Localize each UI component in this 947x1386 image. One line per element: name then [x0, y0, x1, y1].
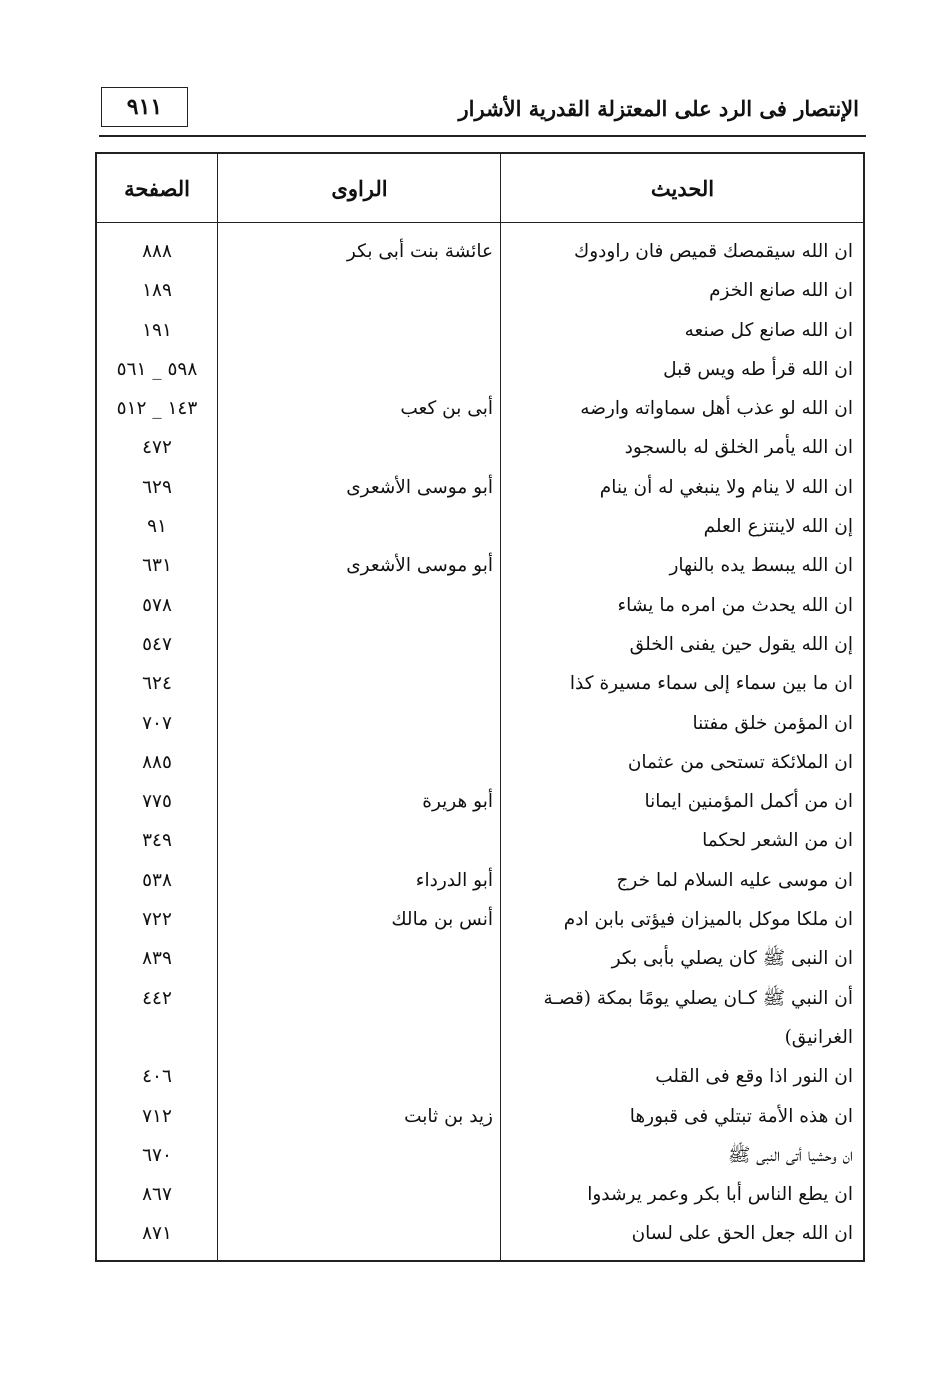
table-row	[97, 1136, 863, 1175]
page-reference: ٦٢٩	[142, 476, 172, 498]
hadith-text: ان الله يحدث من امره ما يشاء	[617, 594, 853, 616]
table-row	[97, 1057, 863, 1096]
hadith-text: ان الله سيقمصك قميص فان راودوك	[574, 241, 853, 262]
table-row	[97, 586, 863, 625]
table-row	[97, 900, 863, 939]
hadith-text: ان الله يبسط يده بالنهار	[669, 555, 853, 577]
header-divider	[97, 222, 863, 223]
hadith-text: ان من الشعر لحكما	[702, 830, 853, 852]
page-reference: ٦٢٤	[142, 673, 172, 695]
hadith-text: ان هذه الأمة تبتلي فى قبورها	[629, 1105, 853, 1127]
page-reference: ٦٣١	[142, 555, 172, 577]
hadith-index-table	[95, 152, 865, 1262]
hadith-text: إن الله يقول حين يفنى الخلق	[629, 633, 853, 655]
page-reference: ٣٤٩	[142, 830, 172, 852]
table-row	[97, 821, 863, 860]
hadith-text: ان يطع الناس أبا بكر وعمر يرشدوا	[587, 1184, 853, 1206]
hadith-text: ان الملائكة تستحى من عثمان	[627, 751, 853, 773]
page-reference: ٨٦٧	[142, 1184, 172, 1206]
narrator-name: أبى بن كعب	[400, 398, 493, 420]
hadith-text: أن النبي ﷺ كـان يصلي يومًا بمكة (قصـة الغرانيق)	[543, 987, 853, 1048]
page-number: ٩١١	[101, 87, 188, 127]
page-reference: ٥٩٨ _ ٥٦١	[116, 358, 198, 380]
hadith-text: ان الله صانع الخزم	[709, 280, 853, 302]
table-row	[97, 271, 863, 310]
page-reference: ٥٧٨	[142, 594, 172, 616]
hadith-text: ان ملكا موكل بالميزان فيؤتى بابن ادم	[563, 909, 853, 931]
table-row	[97, 704, 863, 743]
table-row	[97, 1175, 863, 1214]
table-row	[97, 664, 863, 703]
narrator-name: زيد بن ثابت	[404, 1105, 493, 1127]
table-row	[97, 428, 863, 467]
hadith-text: إن الله لاينتزع العلم	[703, 516, 853, 538]
narrator-name: أبو هريرة	[422, 791, 493, 813]
table-row	[97, 939, 863, 978]
table-body	[97, 232, 863, 1254]
table-row	[97, 232, 863, 271]
table-row	[97, 507, 863, 546]
hadith-text: ان النور اذا وقع فى القلب	[655, 1066, 853, 1088]
narrator-name: عائشة بنت أبى بكر	[346, 241, 493, 262]
table-row	[97, 861, 863, 900]
page-reference: ١٨٩	[142, 280, 172, 302]
page-reference: ٥٤٧	[142, 633, 172, 655]
narrator-name: أنس بن مالك	[391, 909, 493, 931]
table-row	[97, 782, 863, 821]
hadith-text: ان الله لو عذب أهل سماواته وارضه	[580, 398, 853, 420]
hadith-text: ان المؤمن خلق مفتنا	[692, 712, 853, 734]
page-reference: ٧٢٢	[142, 909, 172, 931]
table-row	[97, 625, 863, 664]
hadith-text: ان موسى عليه السلام لما خرج	[616, 869, 853, 891]
hadith-text: ان الله جعل الحق على لسان	[631, 1223, 853, 1245]
page-reference: ٨٨٨	[142, 241, 172, 262]
page-reference: ٤٠٦	[142, 1066, 172, 1088]
table-row	[97, 468, 863, 507]
table-row	[97, 350, 863, 389]
running-title: الإنتصار فى الرد على المعتزلة القدرية الأشرار	[458, 96, 859, 121]
hadith-text: ان من أكمل المؤمنين ايمانا	[644, 791, 853, 813]
hadith-text: ان الله يأمر الخلق له بالسجود	[624, 437, 853, 459]
page-reference: ٨٨٥	[142, 751, 172, 773]
column-header-page: الصفحة	[124, 175, 190, 201]
table-row	[97, 979, 863, 1058]
page-reference: ٨٣٩	[142, 948, 172, 970]
page-reference: ٦٧٠	[142, 1144, 172, 1166]
page-reference: ٧٠٧	[142, 712, 172, 734]
hadith-text: ان الله صانع كل صنعه	[684, 319, 853, 341]
hadith-text: ان النبى ﷺ كان يصلي بأبى بكر	[611, 948, 853, 970]
column-header-hadith: الحديث	[650, 175, 715, 201]
page-reference: ١٤٣ _ ٥١٢	[116, 398, 198, 420]
hadith-text: ان ما بين سماء إلى سماء مسيرة كذا	[569, 673, 853, 695]
page-reference: ٩١	[147, 516, 167, 538]
page-reference: ٧٧٥	[142, 791, 172, 813]
page-reference: ٨٧١	[142, 1223, 172, 1245]
header-rule	[99, 135, 866, 137]
hadith-text: ان الله قرأ طه ويس قبل	[663, 358, 853, 380]
table-row	[97, 1097, 863, 1136]
narrator-name: أبو موسى الأشعرى	[346, 476, 493, 498]
narrator-name: أبو الدرداء	[415, 869, 493, 891]
table-row	[97, 311, 863, 350]
hadith-text: ان وحشيا أتى النبى ﷺ	[727, 1144, 853, 1166]
page-reference: ١٩١	[142, 319, 172, 341]
column-header-narrator: الراوى	[331, 175, 388, 201]
table-row	[97, 1214, 863, 1253]
table-row	[97, 389, 863, 428]
page-reference: ٤٤٢	[142, 987, 172, 1009]
page-reference: ٧١٢	[142, 1105, 172, 1127]
hadith-text: ان الله لا ينام ولا ينبغي له أن ينام	[599, 476, 853, 498]
page-reference: ٤٧٢	[142, 437, 172, 459]
narrator-name: أبو موسى الأشعرى	[346, 555, 493, 577]
table-row	[97, 743, 863, 782]
page-reference: ٥٣٨	[142, 869, 172, 891]
table-row	[97, 546, 863, 585]
